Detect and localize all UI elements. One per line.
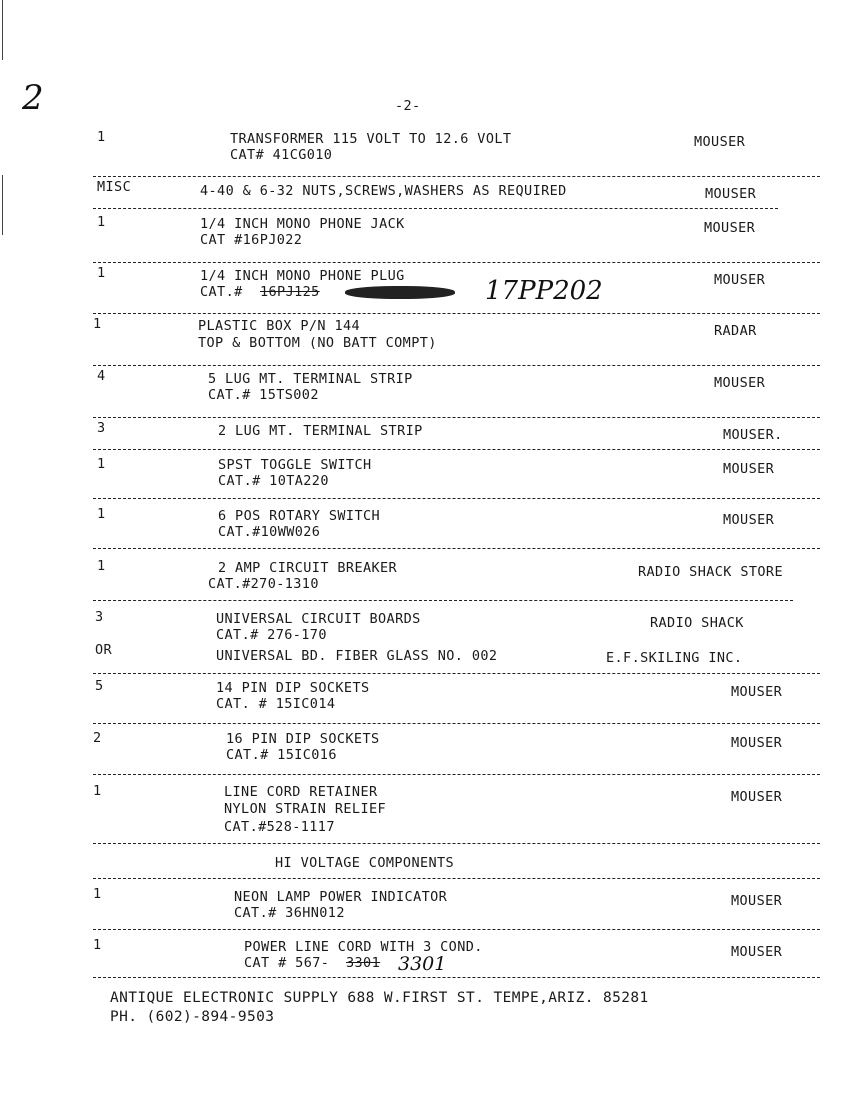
row-divider	[93, 262, 820, 263]
struck-catalog-number: 16PJ125	[260, 284, 320, 300]
item-supplier: MOUSER	[731, 893, 783, 909]
item-supplier: RADAR	[714, 323, 757, 339]
item-qty: 1	[93, 937, 102, 953]
item-supplier: MOUSER	[705, 186, 757, 202]
item-catalog: CAT.#	[200, 284, 243, 300]
item-supplier: MOUSER	[694, 134, 746, 150]
item-catalog: CAT.# 10TA220	[218, 473, 329, 489]
item-supplier: MOUSER	[723, 512, 775, 528]
item-qty: 1	[97, 456, 106, 472]
item-description: 1/4 INCH MONO PHONE JACK	[200, 216, 405, 232]
item-qty: 3	[95, 609, 104, 625]
item-catalog: CAT.# 276-170	[216, 627, 327, 643]
item-description: 14 PIN DIP SOCKETS	[216, 680, 370, 696]
row-divider	[93, 548, 820, 549]
item-catalog: CAT.#10WW026	[218, 524, 321, 540]
item-description: 6 POS ROTARY SWITCH	[218, 508, 381, 524]
item-qty: 1	[97, 558, 106, 574]
supplier-phone: PH. (602)-894-9503	[110, 1009, 275, 1025]
item-supplier: MOUSER	[731, 735, 783, 751]
item-qty: OR	[95, 642, 113, 658]
row-divider	[93, 774, 820, 775]
item-catalog: CAT #16PJ022	[200, 232, 303, 248]
item-qty: 1	[97, 214, 106, 230]
item-qty: MISC	[97, 179, 132, 195]
item-description-line2: NYLON STRAIN RELIEF	[224, 801, 387, 817]
item-qty: 1	[93, 783, 102, 799]
item-description: UNIVERSAL BD. FIBER GLASS NO. 002	[216, 648, 498, 664]
item-qty: 1	[97, 506, 106, 522]
row-divider	[93, 449, 820, 450]
item-catalog: CAT.#270-1310	[208, 576, 319, 592]
item-supplier: MOUSER	[714, 272, 766, 288]
item-supplier: MOUSER	[731, 944, 783, 960]
item-supplier: MOUSER	[731, 789, 783, 805]
item-qty: 1	[93, 886, 102, 902]
item-description: 4-40 & 6-32 NUTS,SCREWS,WASHERS AS REQUIRED	[200, 183, 567, 199]
handwritten-catalog-number: 3301	[398, 953, 447, 975]
item-catalog: CAT. # 15IC014	[216, 696, 336, 712]
struck-catalog-number: 3301	[346, 955, 381, 971]
supplier-address: ANTIQUE ELECTRONIC SUPPLY 688 W.FIRST ST. TEMPE,ARIZ. 85281	[110, 990, 649, 1006]
item-qty: 1	[97, 265, 106, 281]
item-supplier: MOUSER	[723, 461, 775, 477]
item-supplier: MOUSER.	[723, 427, 783, 443]
item-catalog: CAT# 41CG010	[230, 147, 333, 163]
item-description: 16 PIN DIP SOCKETS	[226, 731, 380, 747]
item-catalog: CAT.# 15TS002	[208, 387, 319, 403]
item-supplier: E.F.SKILING INC.	[606, 650, 743, 666]
item-qty: 2	[93, 730, 102, 746]
item-supplier: MOUSER	[704, 220, 756, 236]
row-divider	[93, 176, 820, 177]
margin-page-mark: 2	[22, 78, 44, 118]
item-description-line2: TOP & BOTTOM (NO BATT COMPT)	[198, 335, 437, 351]
item-catalog: CAT # 567-	[244, 955, 330, 971]
item-description: 1/4 INCH MONO PHONE PLUG	[200, 268, 405, 284]
row-divider	[93, 417, 820, 418]
item-supplier: MOUSER	[731, 684, 783, 700]
item-supplier: RADIO SHACK STORE	[638, 564, 783, 580]
row-divider	[93, 723, 820, 724]
item-catalog: CAT.# 15IC016	[226, 747, 337, 763]
item-description: TRANSFORMER 115 VOLT TO 12.6 VOLT	[230, 131, 512, 147]
row-divider	[93, 208, 778, 209]
item-qty: 1	[97, 129, 106, 145]
item-supplier: MOUSER	[714, 375, 766, 391]
item-description: 5 LUG MT. TERMINAL STRIP	[208, 371, 413, 387]
row-divider	[93, 600, 793, 601]
row-divider	[93, 498, 820, 499]
row-divider	[93, 313, 820, 314]
item-description: NEON LAMP POWER INDICATOR	[234, 889, 448, 905]
row-divider	[93, 977, 820, 978]
row-divider	[93, 929, 820, 930]
item-supplier: RADIO SHACK	[650, 615, 744, 631]
item-qty: 3	[97, 420, 106, 436]
section-heading: HI VOLTAGE COMPONENTS	[275, 855, 455, 871]
item-description: PLASTIC BOX P/N 144	[198, 318, 361, 334]
item-description: 2 LUG MT. TERMINAL STRIP	[218, 423, 423, 439]
row-divider	[93, 673, 820, 674]
row-divider	[93, 843, 820, 844]
scan-edge-mark	[2, 175, 3, 235]
item-catalog: CAT.#528-1117	[224, 819, 335, 835]
handwritten-catalog-number: 17PP202	[485, 276, 603, 306]
item-description: SPST TOGGLE SWITCH	[218, 457, 372, 473]
item-description: 2 AMP CIRCUIT BREAKER	[218, 560, 398, 576]
row-divider	[93, 365, 820, 366]
item-description: UNIVERSAL CIRCUIT BOARDS	[216, 611, 421, 627]
item-catalog: CAT.# 36HN012	[234, 905, 345, 921]
ink-scribble	[345, 286, 455, 299]
scan-edge-mark	[2, 0, 3, 60]
item-description: POWER LINE CORD WITH 3 COND.	[244, 939, 483, 955]
item-qty: 1	[93, 316, 102, 332]
item-description: LINE CORD RETAINER	[224, 784, 378, 800]
item-qty: 4	[97, 368, 106, 384]
row-divider	[93, 878, 820, 879]
item-qty: 5	[95, 678, 104, 694]
page-number: -2-	[395, 98, 421, 114]
